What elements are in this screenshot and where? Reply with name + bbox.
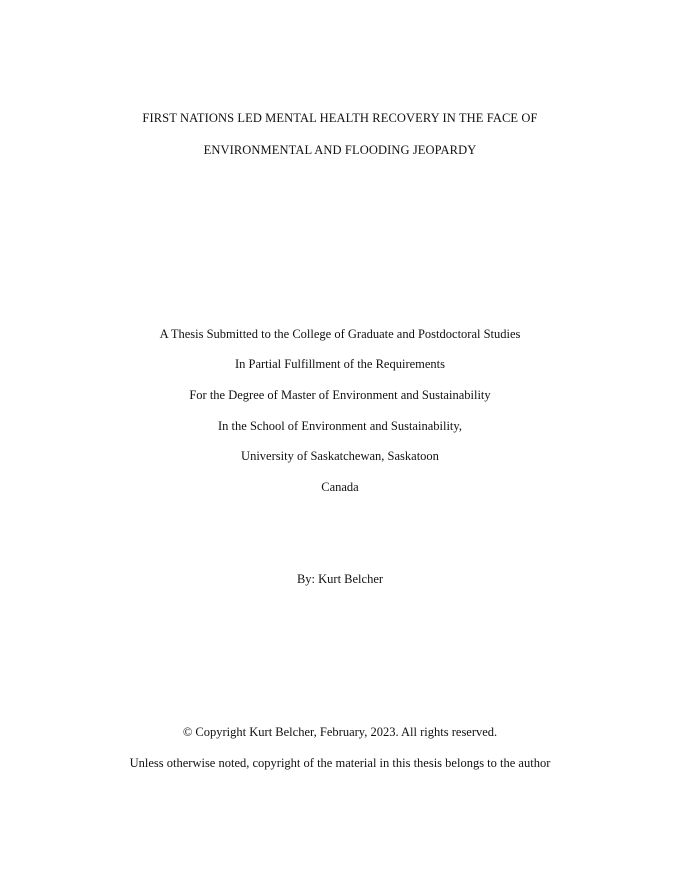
author-line: By: Kurt Belcher xyxy=(296,572,384,586)
thesis-title-line-2: ENVIRONMENTAL AND FLOODING JEOPARDY xyxy=(203,143,477,157)
thesis-title-line-1: FIRST NATIONS LED MENTAL HEALTH RECOVERY IN THE FACE OF xyxy=(142,111,538,125)
degree-statement: For the Degree of Master of Environment and Sustainability xyxy=(189,388,491,402)
university-statement: University of Saskatchewan, Saskatoon xyxy=(241,449,439,463)
copyright-notice: © Copyright Kurt Belcher, February, 2023. All rights reserved. xyxy=(182,725,498,739)
country-statement: Canada xyxy=(321,480,359,494)
fulfillment-statement: In Partial Fulfillment of the Requirements xyxy=(234,357,446,371)
copyright-ownership-note: Unless otherwise noted, copyright of the material in this thesis belongs to the author xyxy=(129,756,551,770)
school-statement: In the School of Environment and Sustainability, xyxy=(218,419,462,433)
submission-statement: A Thesis Submitted to the College of Graduate and Postdoctoral Studies xyxy=(159,327,521,341)
